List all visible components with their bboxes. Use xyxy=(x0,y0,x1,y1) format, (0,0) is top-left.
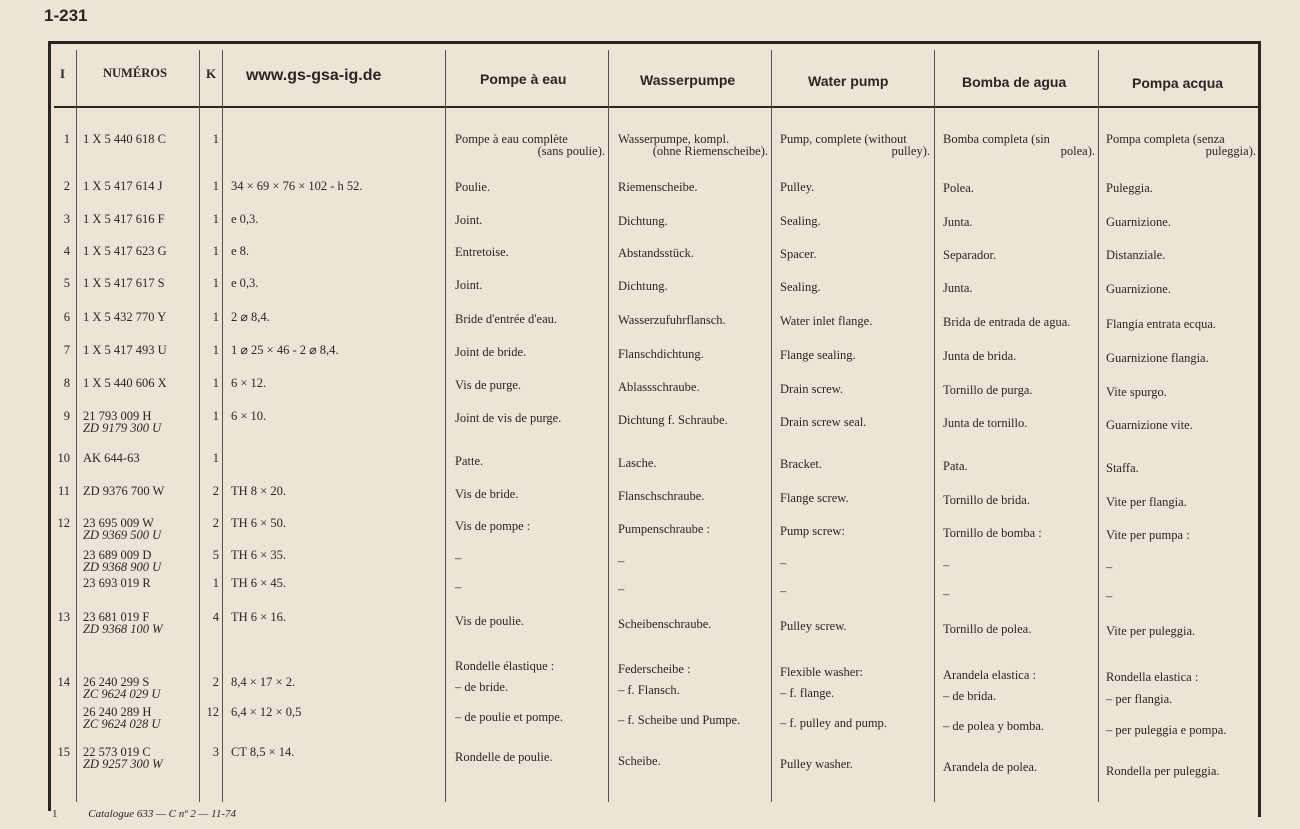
column-divider xyxy=(934,50,935,802)
desc-english: Pump, complete (without xyxy=(780,132,907,146)
part-number-alt: ZC 9624 028 U xyxy=(83,717,161,731)
dimensions: TH 8 × 20. xyxy=(231,484,286,498)
quantity: 2 xyxy=(212,675,219,689)
quantity: 1 xyxy=(212,310,219,324)
dimensions: 8,4 × 17 × 2. xyxy=(231,675,296,689)
part-number: 1 X 5 417 614 J xyxy=(83,179,163,193)
desc-english: Sealing. xyxy=(780,214,821,228)
part-number-alt: ZC 9624 029 U xyxy=(83,687,161,701)
desc-italian: Guarnizione flangia. xyxy=(1106,351,1209,365)
desc-english: Pulley. xyxy=(780,180,815,194)
desc-french: Bride d'entrée d'eau. xyxy=(455,312,558,326)
footer xyxy=(52,808,236,820)
desc-french: Joint. xyxy=(455,213,483,227)
desc-spanish: Arandela de polea. xyxy=(943,760,1038,774)
desc-spanish: Polea. xyxy=(943,181,974,195)
desc-english: Flange screw. xyxy=(780,491,849,505)
row-index: 7 xyxy=(63,343,70,357)
desc-german: Pumpenschraube : xyxy=(618,522,710,536)
part-number: 23 689 009 D xyxy=(83,548,152,562)
quantity: 2 xyxy=(212,516,219,530)
part-number: 1 X 5 417 616 F xyxy=(83,212,165,226)
desc-english: – f. pulley and pump. xyxy=(780,716,887,730)
row-index: 8 xyxy=(63,376,70,390)
desc-german: Wasserpumpe, kompl. xyxy=(618,132,730,146)
desc-french: Rondelle élastique : xyxy=(455,659,555,673)
part-number: 26 240 289 H xyxy=(83,705,152,719)
desc-french: – xyxy=(455,580,462,594)
quantity: 1 xyxy=(212,343,219,357)
desc-spanish: Brida de entrada de agua. xyxy=(943,315,1071,329)
desc-english: Water inlet flange. xyxy=(780,314,873,328)
footer-page: 1 xyxy=(52,808,58,820)
desc-french: Vis de purge. xyxy=(455,378,522,392)
dimensions: TH 6 × 16. xyxy=(231,610,286,624)
header-i: I xyxy=(60,66,66,81)
part-number-alt: ZD 9368 100 W xyxy=(83,622,163,636)
desc-french: – xyxy=(455,551,462,565)
part-number: 21 793 009 H xyxy=(83,409,152,423)
desc-italian: Vite spurgo. xyxy=(1106,385,1167,399)
desc-english: Spacer. xyxy=(780,247,817,261)
row-index: 14 xyxy=(57,675,70,689)
part-number-alt: ZD 9369 500 U xyxy=(83,528,162,542)
row-index: 15 xyxy=(57,745,70,759)
dimensions: 6 × 12. xyxy=(231,376,267,390)
desc-italian: Staffa. xyxy=(1106,461,1139,475)
desc-italian: Puleggia. xyxy=(1106,181,1153,195)
quantity: 1 xyxy=(212,409,219,423)
desc-english: Pulley screw. xyxy=(780,619,847,633)
desc-italian: Guarnizione vite. xyxy=(1106,418,1193,432)
quantity: 4 xyxy=(212,610,219,624)
dimensions: 34 × 69 × 76 × 102 - h 52. xyxy=(231,179,363,193)
row-index: 2 xyxy=(63,179,70,193)
desc-german: Riemenscheibe. xyxy=(618,180,698,194)
quantity: 1 xyxy=(212,132,219,146)
desc-spanish: Tornillo de purga. xyxy=(943,383,1033,397)
desc-german: Flanschdichtung. xyxy=(618,347,704,361)
dimensions: CT 8,5 × 14. xyxy=(231,745,295,759)
header-k: K xyxy=(206,66,217,81)
column-divider xyxy=(76,50,77,802)
column-divider xyxy=(222,50,223,802)
column-divider xyxy=(1098,50,1099,802)
quantity: 3 xyxy=(212,745,219,759)
column-divider xyxy=(771,50,772,802)
desc-german: – xyxy=(618,554,625,568)
column-divider xyxy=(445,50,446,802)
part-number: 23 693 019 R xyxy=(83,576,151,590)
part-number: 23 681 019 F xyxy=(83,610,150,624)
desc-spanish: Tornillo de bomba : xyxy=(943,526,1042,540)
row-index: 3 xyxy=(63,212,70,226)
desc-french: – de poulie et pompe. xyxy=(455,710,563,724)
desc-italian: Pompa completa (senza xyxy=(1106,132,1225,146)
part-number: 1 X 5 417 623 G xyxy=(83,244,167,258)
dimensions: e 8. xyxy=(231,244,250,258)
header-spanish: Bomba de agua xyxy=(962,74,1067,90)
desc-italian: Vite per puleggia. xyxy=(1106,624,1196,638)
part-number-alt: ZD 9257 300 W xyxy=(83,757,163,771)
desc-french: Joint de vis de purge. xyxy=(455,411,562,425)
column-divider xyxy=(608,50,609,802)
quantity: 1 xyxy=(212,179,219,193)
desc-italian: Rondella elastica : xyxy=(1106,670,1199,684)
dimensions: TH 6 × 35. xyxy=(231,548,286,562)
header-website: www.gs-gsa-ig.de xyxy=(246,67,382,84)
desc-spanish-cont: polea). xyxy=(1060,144,1095,158)
desc-german: Flanschschraube. xyxy=(618,489,705,503)
desc-english: Flange sealing. xyxy=(780,348,856,362)
part-number: 1 X 5 440 618 C xyxy=(83,132,166,146)
desc-spanish: Junta de tornillo. xyxy=(943,416,1028,430)
row-index: 4 xyxy=(63,244,70,258)
desc-italian: – per puleggia e pompa. xyxy=(1106,723,1227,737)
desc-french: Joint. xyxy=(455,278,483,292)
header-english: Water pump xyxy=(808,73,889,89)
desc-german: – f. Flansch. xyxy=(618,683,680,697)
part-number-alt: ZD 9179 300 U xyxy=(83,421,162,435)
desc-spanish: – xyxy=(943,558,950,572)
desc-italian: Vite per flangia. xyxy=(1106,495,1187,509)
footer-catalogue: Catalogue 633 — C nº 2 — 11-74 xyxy=(88,808,236,820)
desc-italian: Guarnizione. xyxy=(1106,282,1171,296)
part-number: 1 X 5 417 617 S xyxy=(83,276,165,290)
desc-italian: Flangia entrata ecqua. xyxy=(1106,317,1217,331)
desc-french: Vis de poulie. xyxy=(455,614,525,628)
quantity: 1 xyxy=(212,451,219,465)
header-numeros: NUMÉROS xyxy=(103,66,167,80)
row-index: 10 xyxy=(57,451,70,465)
desc-german: Scheibenschraube. xyxy=(618,617,712,631)
table-left-border xyxy=(48,41,51,811)
desc-french: Rondelle de poulie. xyxy=(455,750,553,764)
part-number: 1 X 5 440 606 X xyxy=(83,376,167,390)
desc-italian: Rondella per puleggia. xyxy=(1106,764,1220,778)
desc-german: – xyxy=(618,582,625,596)
desc-german: Dichtung. xyxy=(618,279,668,293)
desc-spanish: – de brida. xyxy=(943,689,997,703)
quantity: 1 xyxy=(212,212,219,226)
quantity: 1 xyxy=(212,376,219,390)
desc-spanish: Junta. xyxy=(943,215,973,229)
desc-german: – f. Scheibe und Pumpe. xyxy=(618,713,741,727)
desc-french: – de bride. xyxy=(455,680,509,694)
header-french: Pompe à eau xyxy=(480,71,567,87)
desc-german: Dichtung. xyxy=(618,214,668,228)
part-number: 1 X 5 417 493 U xyxy=(83,343,167,357)
dimensions: 1 ⌀ 25 × 46 - 2 ⌀ 8,4. xyxy=(231,343,339,357)
desc-french: Entretoise. xyxy=(455,245,509,259)
part-number: ZD 9376 700 W xyxy=(83,484,165,498)
desc-german: Abstandsstück. xyxy=(618,246,695,260)
desc-german: Ablassschraube. xyxy=(618,380,700,394)
desc-german: Federscheibe : xyxy=(618,662,691,676)
desc-italian: Vite per pumpa : xyxy=(1106,528,1190,542)
desc-english: – xyxy=(780,556,787,570)
dimensions: 6 × 10. xyxy=(231,409,267,423)
desc-spanish: – xyxy=(943,587,950,601)
row-index: 1 xyxy=(63,132,70,146)
row-index: 6 xyxy=(63,310,70,324)
header-italian: Pompa acqua xyxy=(1132,75,1224,91)
row-index: 13 xyxy=(57,610,70,624)
part-number: 23 695 009 W xyxy=(83,516,154,530)
desc-spanish: – de polea y bomba. xyxy=(943,719,1045,733)
desc-english: Pulley washer. xyxy=(780,757,853,771)
desc-spanish: Arandela elastica : xyxy=(943,668,1037,682)
desc-italian: Distanziale. xyxy=(1106,248,1166,262)
desc-english: Bracket. xyxy=(780,457,822,471)
desc-german: Wasserzufuhrflansch. xyxy=(618,313,726,327)
dimensions: e 0,3. xyxy=(231,276,259,290)
part-number: 26 240 299 S xyxy=(83,675,150,689)
row-index: 12 xyxy=(57,516,70,530)
desc-spanish: Separador. xyxy=(943,248,997,262)
dimensions: 6,4 × 12 × 0,5 xyxy=(231,705,302,719)
desc-spanish: Junta. xyxy=(943,281,973,295)
part-number-alt: ZD 9368 900 U xyxy=(83,560,162,574)
desc-french: Patte. xyxy=(455,454,484,468)
desc-german: Scheibe. xyxy=(618,754,661,768)
desc-english-cont: pulley). xyxy=(891,144,930,158)
desc-english: Sealing. xyxy=(780,280,821,294)
desc-spanish: Tornillo de brida. xyxy=(943,493,1030,507)
desc-spanish: Pata. xyxy=(943,459,968,473)
desc-italian: – per flangia. xyxy=(1106,692,1173,706)
desc-french: Vis de bride. xyxy=(455,487,519,501)
desc-german: Dichtung f. Schraube. xyxy=(618,413,728,427)
desc-german-cont: (ohne Riemenscheibe). xyxy=(652,144,768,158)
row-index: 9 xyxy=(63,409,70,423)
quantity: 1 xyxy=(212,276,219,290)
desc-english: Flexible washer: xyxy=(780,665,863,679)
desc-english: – xyxy=(780,584,787,598)
part-number: 1 X 5 432 770 Y xyxy=(83,310,167,324)
quantity: 12 xyxy=(206,705,219,719)
part-number: 22 573 019 C xyxy=(83,745,151,759)
quantity: 5 xyxy=(212,548,219,562)
desc-italian: Guarnizione. xyxy=(1106,215,1171,229)
page-number: 1-231 xyxy=(44,6,88,25)
desc-italian: – xyxy=(1106,589,1113,603)
row-index: 11 xyxy=(57,484,70,498)
desc-italian: – xyxy=(1106,560,1113,574)
row-index: 5 xyxy=(63,276,70,290)
dimensions: 2 ⌀ 8,4. xyxy=(231,310,270,324)
desc-german: Lasche. xyxy=(618,456,657,470)
quantity: 1 xyxy=(212,576,219,590)
quantity: 2 xyxy=(212,484,219,498)
desc-english: – f. flange. xyxy=(780,686,835,700)
header-rule xyxy=(54,106,1258,108)
desc-french: Pompe à eau complète xyxy=(455,132,568,146)
desc-english: Drain screw. xyxy=(780,382,844,396)
desc-english: Pump screw: xyxy=(780,524,845,538)
desc-french: Poulie. xyxy=(455,180,491,194)
table-right-border xyxy=(1258,41,1261,817)
table-top-border xyxy=(48,41,1260,44)
desc-french: Joint de bride. xyxy=(455,345,527,359)
dimensions: e 0,3. xyxy=(231,212,259,226)
desc-spanish: Junta de brida. xyxy=(943,349,1017,363)
desc-spanish: Tornillo de polea. xyxy=(943,622,1032,636)
part-number: AK 644-63 xyxy=(83,451,140,465)
quantity: 1 xyxy=(212,244,219,258)
desc-spanish: Bomba completa (sin xyxy=(943,132,1050,146)
dimensions: TH 6 × 50. xyxy=(231,516,286,530)
desc-french: Vis de pompe : xyxy=(455,519,531,533)
dimensions: TH 6 × 45. xyxy=(231,576,286,590)
desc-italian-cont: puleggia). xyxy=(1205,144,1256,158)
desc-french-cont: (sans poulie). xyxy=(537,144,605,158)
header-german: Wasserpumpe xyxy=(640,72,736,88)
column-divider xyxy=(199,50,200,802)
desc-english: Drain screw seal. xyxy=(780,415,867,429)
